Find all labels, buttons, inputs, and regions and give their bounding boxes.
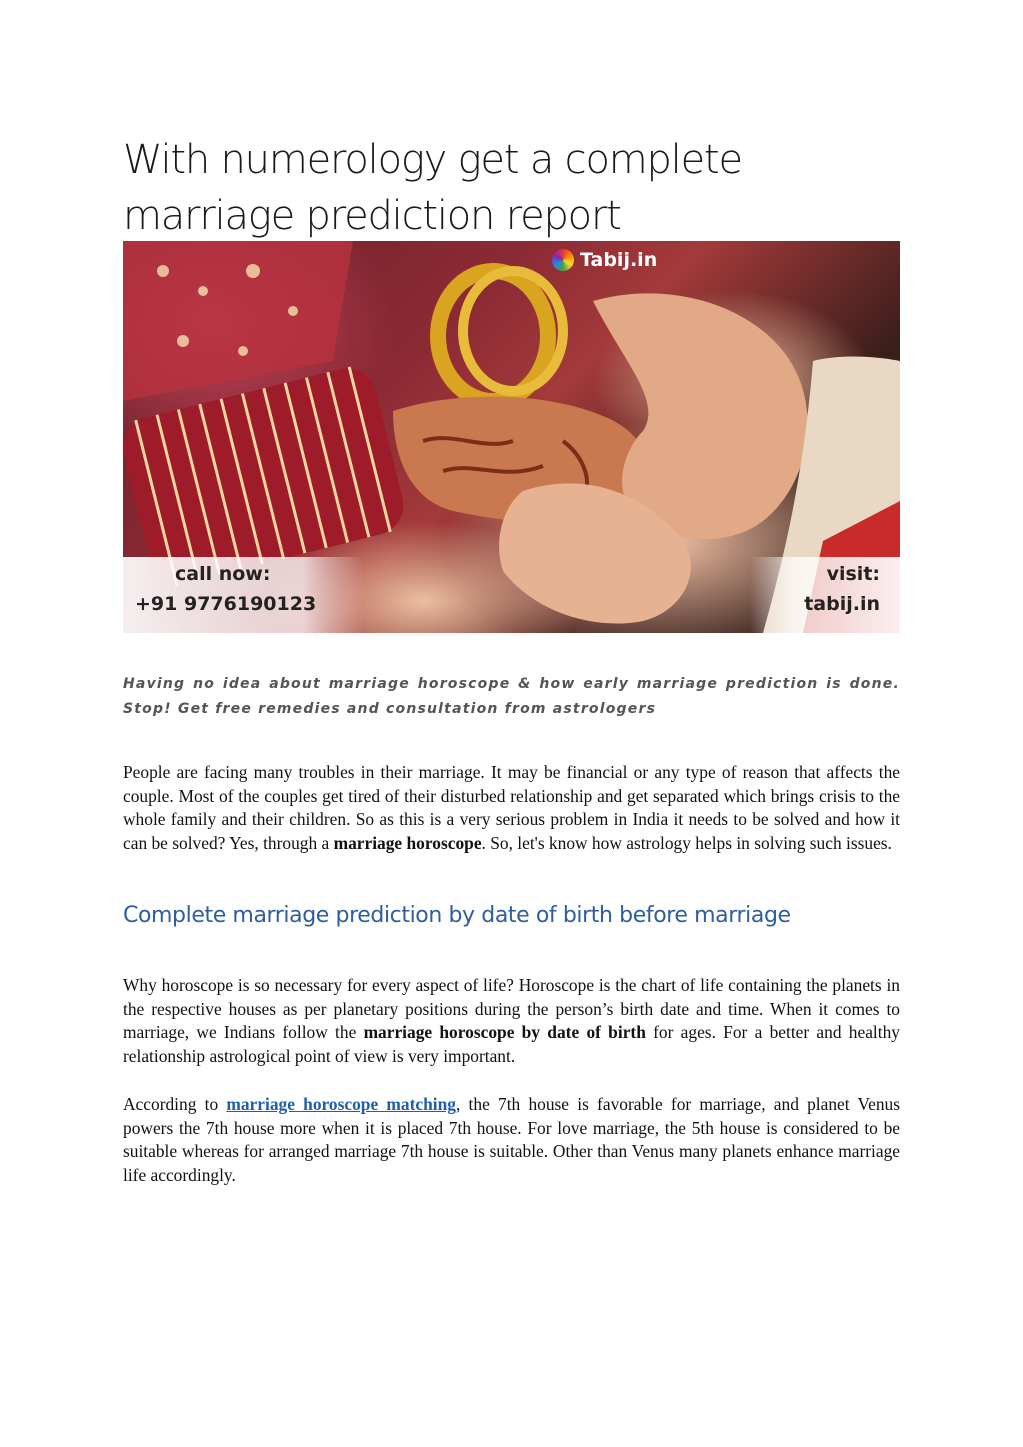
intro-bold-term: marriage horoscope	[333, 833, 482, 854]
horoscope-text-b: for ages. For a better and healthy relationship astrological point of view is very important.	[123, 1022, 900, 1067]
tagline: Having no idea about marriage horoscope & how early marriage prediction is done. Stop! Get free remedies and consultation from astrologers	[123, 676, 900, 717]
intro-text-b: . So, let's know how astrology helps in solving such issues.	[481, 833, 892, 854]
matching-text-a: According to	[123, 1094, 227, 1114]
matching-paragraph	[123, 1093, 900, 1188]
bangles-graphic	[123, 362, 410, 590]
call-now-label: call now:	[175, 563, 271, 585]
horoscope-text-a: Why horoscope is so necessary for every aspect of life? Horoscope is the chart of life containing the planets in the respective houses as per planetary positions during the person’s birth date and time. When it comes to marriage, we Indians follow the	[123, 975, 900, 1043]
visit-label: visit:	[826, 563, 880, 585]
rainbow-ring-icon	[552, 249, 574, 271]
section-heading: Complete marriage prediction by date of birth before marriage	[123, 903, 791, 928]
intro-text-a: People are facing many troubles in their marriage. It may be financial or any type of reason that affects the couple. Most of the couples get tired of their disturbed relationship and get separated which brings crisis to the whole family and their children. So as this is a very serious problem in India it needs to be solved and how it can be solved? Yes, through a	[123, 762, 900, 854]
visit-url: tabij.in	[804, 593, 880, 615]
page-title: With numerology get a complete marriage prediction report	[123, 137, 742, 239]
intro-paragraph	[123, 761, 900, 856]
hero-image	[123, 241, 900, 633]
visit-banner	[750, 557, 900, 633]
call-phone-number: +91 9776190123	[135, 593, 317, 615]
tabij-logo	[552, 249, 657, 271]
horoscope-bold-term: marriage horoscope by date of birth	[363, 1022, 646, 1043]
horoscope-paragraph	[123, 974, 900, 1069]
marriage-horoscope-matching-link[interactable]: marriage horoscope matching	[226, 1094, 456, 1114]
matching-text-b: , the 7th house is favorable for marriage, and planet Venus powers the 7th house more when it is placed 7th house. For love marriage, the 5th house is considered to be suitable whereas for arranged marriage 7th house is suitable. Other than Venus many planets enhance marriage life accordingly.	[123, 1094, 901, 1186]
logo-text: Tabij.in	[580, 249, 658, 271]
call-now-banner	[123, 557, 363, 633]
